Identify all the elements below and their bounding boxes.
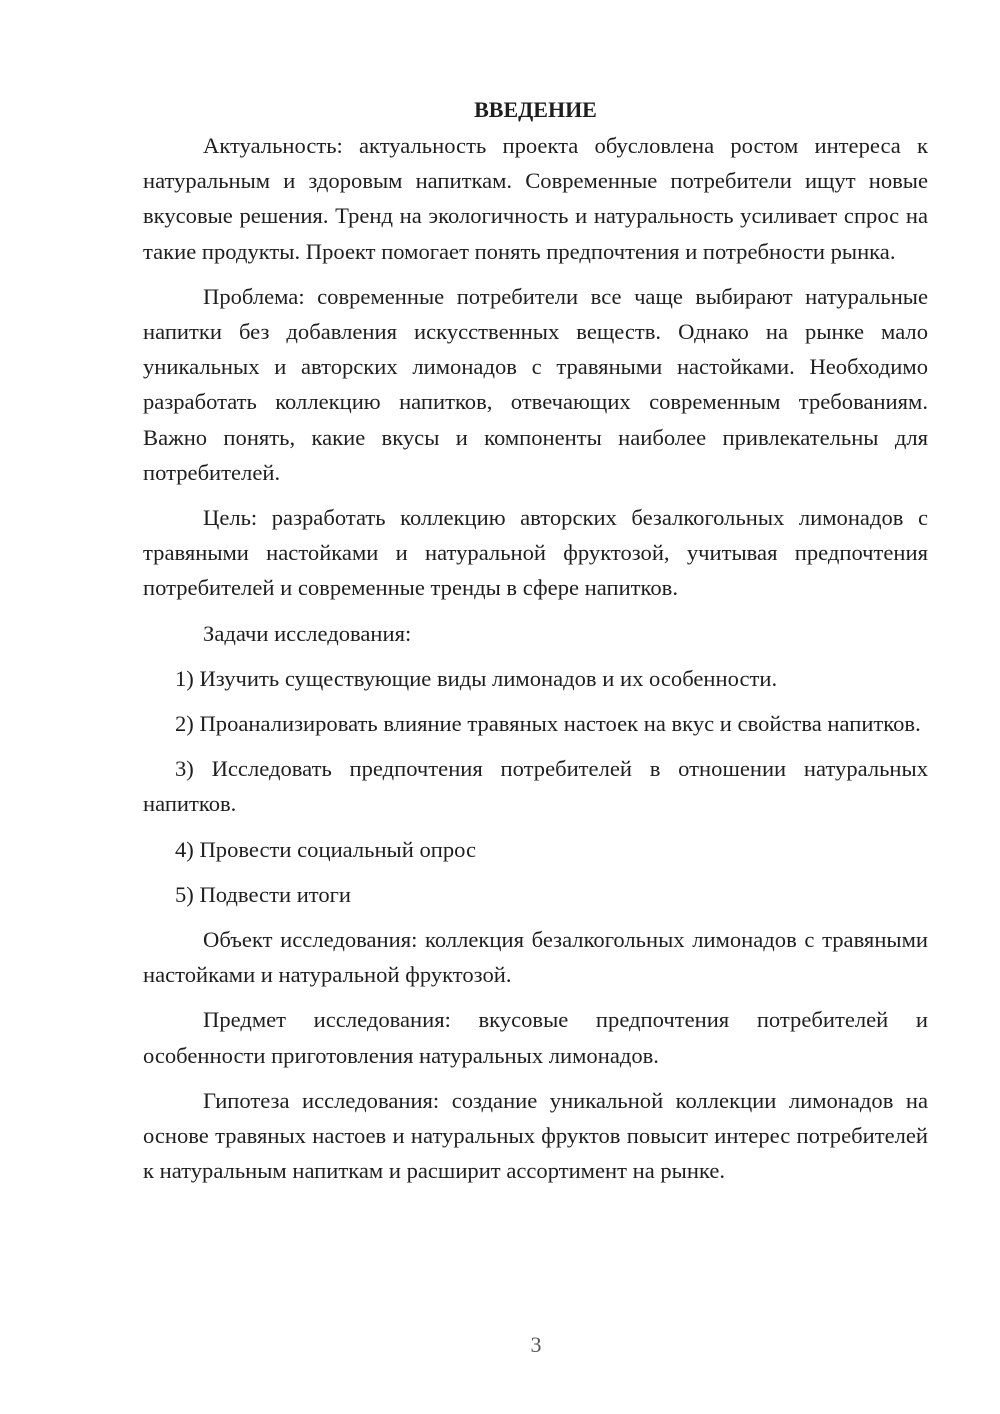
task-item-4: 4) Провести социальный опрос [175, 836, 477, 862]
task-item-3: 3) Исследовать предпочтения потребителей в отношении натуральных напитков. [143, 756, 928, 817]
page-title: ВВЕДЕНИЕ [474, 97, 597, 122]
task-item-5: 5) Подвести итоги [175, 881, 352, 907]
paragraph-relevance: Актуальность: актуальность проекта обусловлена ростом интереса к натуральным и здоровым напиткам. Современные потребители ищут новые вкусовые решения. Тренд на экологичность и натуральность усиливает спрос на такие продукты. Проект помогает понять предпочтения и потребности рынка. [143, 133, 928, 264]
paragraph-subject: Предмет исследования: вкусовые предпочтения потребителей и особенности приготовления натуральных лимонадов. [143, 1007, 928, 1068]
page-number: 3 [530, 1332, 542, 1357]
task-item-1: 1) Изучить существующие виды лимонадов и их особенности. [175, 665, 778, 691]
paragraph-goal: Цель: разработать коллекцию авторских безалкогольных лимонадов с травяными настойками и натуральной фруктозой, учитывая предпочтения потребителей и современные тренды в сфере напитков. [143, 505, 928, 601]
paragraph-problem: Проблема: современные потребители все чаще выбирают натуральные напитки без добавления искусственных веществ. Однако на рынке мало уникальных и авторских лимонадов с травяными настойками. Необходимо разработать коллекцию напитков, отвечающих современным требованиям. Важно понять, какие вкусы и компоненты наиболее привлекательны для потребителей. [143, 283, 928, 485]
paragraph-object: Объект исследования: коллекция безалкогольных лимонадов с травяными настойками и натуральной фруктозой. [143, 927, 928, 988]
tasks-heading: Задачи исследования: [203, 620, 412, 646]
paragraph-hypothesis: Гипотеза исследования: создание уникальной коллекции лимонадов на основе травяных настоев и натуральных фруктов повысит интерес потребителей к натуральным напиткам и расширит ассортимент на рынке. [143, 1087, 928, 1184]
task-item-2: 2) Проанализировать влияние травяных настоек на вкус и свойства напитков. [175, 711, 921, 737]
page-content [143, 92, 928, 1188]
